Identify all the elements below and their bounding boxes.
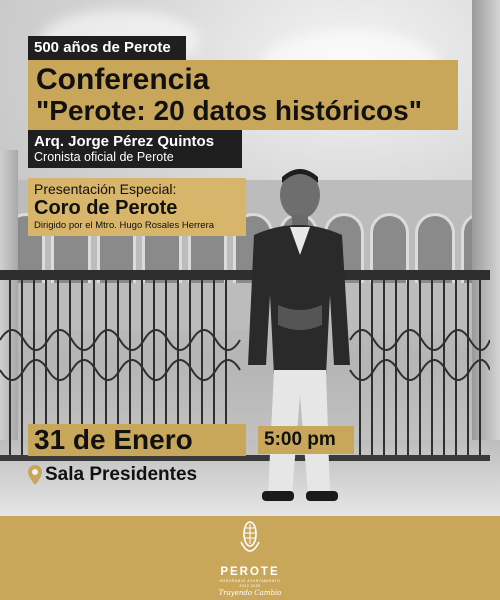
conference-title-block: [28, 60, 458, 130]
event-place: Sala Presidentes: [45, 464, 198, 485]
anniversary-tag: 500 años de Perote: [28, 36, 186, 60]
choir-director: Dirigido por el Mtro. Hugo Rosales Herrera: [34, 220, 215, 231]
speaker-role: Cronista oficial de Perote: [34, 150, 174, 164]
perote-logo: [214, 520, 286, 600]
logo-wordmark: PEROTE: [220, 566, 280, 578]
logo-subtitle: HONORABLE AYUNTAMIENTO 2022-2025: [219, 579, 281, 588]
event-date: 31 de Enero: [28, 424, 246, 456]
speaker-photo: [238, 165, 358, 515]
event-type: Conferencia: [36, 63, 210, 96]
speaker-block: [28, 130, 242, 168]
choir-name: Coro de Perote: [34, 197, 178, 219]
logo-slogan: Trayendo Cambio: [218, 589, 282, 597]
location-pin-icon: [28, 465, 42, 485]
speaker-name: Arq. Jorge Pérez Quintos: [34, 133, 215, 150]
event-location: [28, 464, 197, 486]
event-title: "Perote: 20 datos históricos": [36, 95, 422, 126]
corn-emblem-icon: [237, 520, 263, 562]
special-label: Presentación Especial:: [34, 181, 177, 197]
special-presentation-block: [28, 178, 246, 236]
event-time: 5:00 pm: [258, 426, 354, 454]
